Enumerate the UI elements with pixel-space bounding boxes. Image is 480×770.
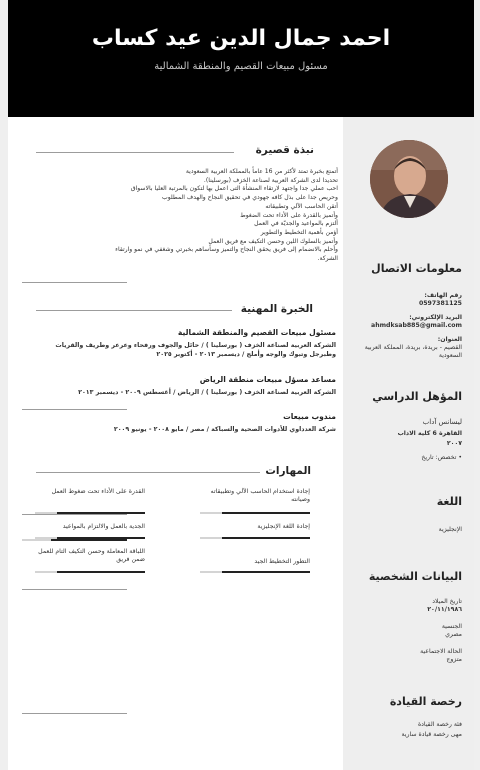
skill-item	[200, 488, 310, 505]
license-divider	[22, 713, 127, 714]
skill-level-fill	[222, 537, 310, 539]
skill-name: القدرة على الأداء تحت ضغوط العمل	[51, 488, 145, 495]
language-level-fill	[51, 539, 127, 541]
summary-heading: نبذة قصيرة	[255, 144, 314, 156]
birth-value: ٢٠/١١/١٩٨٦	[427, 606, 462, 613]
contact-divider	[22, 282, 127, 283]
summary-text	[38, 168, 338, 264]
skill-level-bar	[200, 571, 310, 573]
skill-name: التطور التخطيط الجيد	[254, 558, 310, 565]
summary-line: ألتزم بالمواعيد والجديّة في العمل	[254, 220, 338, 228]
skill-item	[35, 488, 145, 496]
skill-item	[35, 548, 145, 565]
skill-name: إجادة استخدام الحاسب الآلي وتطبيقاته وصيانته	[210, 488, 310, 504]
skills-divider	[36, 472, 260, 473]
summary-line: وأحلم بالانضمام إلى فريق يحقق النجاح والتميز وسأساهم بخبرتي وشغفي في نمو وارتقاء	[115, 246, 338, 254]
skill-level-fill	[222, 571, 310, 573]
marital-value: متزوج	[446, 656, 462, 663]
degree: ليسانس آداب	[422, 418, 462, 426]
summary-line: أتمتع بخبرة تمتد لأكثر من 16 عاماً بالمملكة العربية السعودية	[185, 168, 338, 175]
skill-level-bar	[200, 512, 310, 514]
personal-heading: البيانات الشخصية	[368, 570, 462, 583]
job-desc-3: شركة العدداوي للأدوات الصحية والسباكة / مصر / مايو ٢٠٠٨ - يونيو ٢٠٠٩	[113, 426, 336, 433]
skill-level-fill	[57, 512, 145, 514]
address-value: القصيم - بريدة، بريدة، المملكة العربية السعودية	[364, 344, 462, 360]
contact-heading: معلومات الاتصال	[371, 262, 462, 275]
summary-line: أؤمن بأهمية التخطيط والتطوير	[260, 228, 338, 236]
skill-level-bar	[35, 571, 145, 573]
language-name: الإنجليزية	[438, 526, 462, 533]
job-title-3: مندوب مبيعات	[283, 412, 336, 421]
job-title-2: مساعد مسؤل مبيعات منطقة الرياض	[199, 375, 336, 384]
summary-line: تحديدا لدى الشركة العربية لصناعة الخزف (بورسلينا).	[203, 176, 338, 184]
skill-level-bar	[200, 537, 310, 539]
person-name: احمد جمال الدين عيد كساب	[91, 26, 391, 51]
education-divider	[22, 409, 127, 410]
education-heading: المؤهل الدراسي	[372, 390, 462, 403]
summary-line: وأتميز بالسلوك اللين وحسن التكيف مع فريق العمل	[208, 237, 338, 245]
experience-divider	[36, 310, 232, 311]
header-banner	[8, 0, 474, 117]
profile-photo	[370, 140, 448, 218]
email-value: ahmdksab885@gmail.com	[371, 322, 462, 329]
nationality-label: الجنسية	[441, 623, 462, 630]
summary-line: أتقن الحاسب الآلي وتطبيقاته	[265, 202, 338, 210]
license-heading: رخصة القيادة	[389, 695, 462, 708]
language-level-bar	[22, 539, 127, 541]
phone-label: رقم الهاتف:	[424, 292, 462, 299]
email-label: البريد الإلكتروني:	[409, 314, 462, 321]
summary-line: احب عملي جدا واجتهد لارتقاء المنشأة التى اعمل بها لتكون بالمرتبة العليا بالاسواق	[130, 185, 338, 193]
skill-level-fill	[222, 512, 310, 514]
personal-divider	[22, 589, 127, 590]
skill-level-fill	[57, 537, 145, 539]
skill-item	[200, 523, 310, 531]
skill-level-bar	[35, 512, 145, 514]
summary-line: وأتميز بالقدرة على الأداء تحت الضغوط	[240, 211, 338, 219]
summary-divider	[36, 152, 234, 153]
skill-item	[35, 523, 145, 531]
skills-heading: المهارات	[265, 465, 311, 477]
nationality-value: مصري	[445, 631, 462, 638]
school: القاهرة 6 كلية الاداب	[397, 430, 462, 437]
job-title: مسئول مبيعات القصيم والمنطقة الشمالية	[154, 61, 328, 72]
skill-level-bar	[35, 537, 145, 539]
specialty: • تخصص: تاريخ	[421, 454, 462, 461]
summary-line: الشركة.	[317, 255, 338, 263]
skill-level-fill	[57, 571, 145, 573]
language-heading: اللغة	[436, 495, 462, 508]
birth-label: تاريخ الميلاد	[432, 598, 462, 605]
address-label: العنوان:	[437, 336, 462, 343]
skill-name: اللباقة المعاملة وحسن التكيف التام للعمل ضمن فريق	[38, 548, 145, 564]
resume-page	[8, 0, 474, 770]
license-category: فئة رخصة القيادة	[417, 721, 462, 728]
language-divider	[22, 514, 127, 515]
skill-item	[200, 558, 310, 566]
phone-value: 0597381125	[418, 300, 462, 307]
graduation-year: ٢٠٠٧	[446, 440, 462, 447]
job-title-1: مسئول مبيعات القصيم والمنطقة الشمالية	[177, 328, 336, 337]
job-desc-2: الشركة العربية لصناعة الخزف ( بورسلينا ) / الرياض / أغسطس ٢٠٠٩ - ديسمبر ٢٠١٣	[78, 389, 336, 396]
marital-label: الحالة الاجتماعية	[420, 648, 462, 655]
summary-line: وحريص جدا على بذل كافه جهودي في تحقيق النجاح والهدف المطلوب	[162, 194, 338, 202]
experience-heading: الخبرة المهنية	[240, 303, 313, 315]
license-type: مهى رخصة قيادة سارية	[401, 731, 462, 738]
skill-name: إجادة اللغة الإنجليزية	[257, 523, 310, 530]
skill-name: الجدية بالعمل والالتزام بالمواعيد	[62, 523, 145, 530]
job-desc-1: الشركة العربية لصناعة الخزف ( بورسلينا ) / حائل والجوف ورفحاء وعرعر وطريف والقريات وطبرجل وتبوك والوجه وأملج / ديسمبر ٢٠١٣ - أكتوبر ٢٠٢٥	[55, 342, 336, 358]
